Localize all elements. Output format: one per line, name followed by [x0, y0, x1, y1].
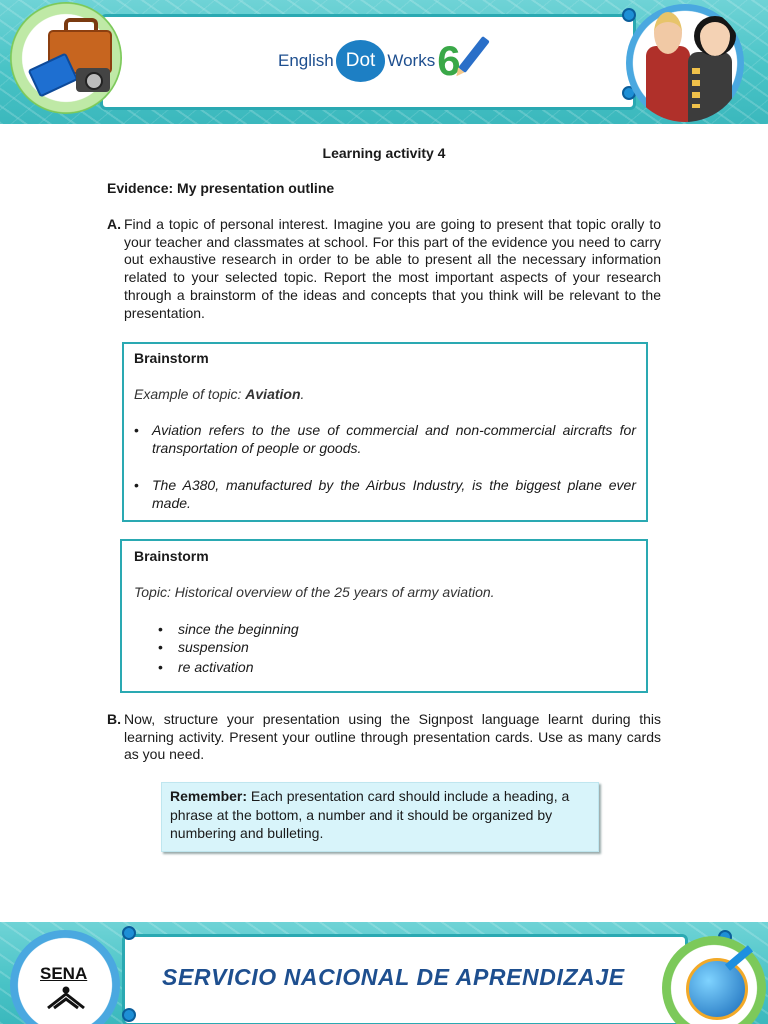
rivet-icon — [122, 926, 136, 940]
bullet-icon: • — [158, 621, 163, 637]
section-b — [107, 711, 661, 764]
example-topic: Aviation — [245, 386, 301, 402]
bullet-icon: • — [158, 659, 163, 675]
sena-logo: SENA — [40, 964, 88, 983]
sena-emblem-icon — [46, 986, 86, 1010]
student-girl-illustration — [688, 16, 732, 122]
students-badge — [626, 4, 744, 122]
student-boy-illustration — [646, 12, 690, 122]
remember-text: Remember: Each presentation card should include a heading, a phrase at the bottom, a number and it should be organized by numbering and bulleting. — [170, 788, 570, 841]
brand-english: English — [278, 51, 334, 70]
list-item: since the beginning — [178, 621, 299, 637]
section-a-text: Find a topic of personal interest. Imagine you are going to present that topic orally to your teacher and classmates at school. For this part of the evidence you need to carry out exhaustive research in order to be able to present all the necessary information related to your selected topic. Report the most important aspects of your research through a brainstorm of the ideas and concepts that you think will be relevant to the presentation. — [124, 216, 661, 321]
remember-label: Remember: — [170, 788, 248, 804]
brainstorm-title: Brainstorm — [134, 350, 209, 366]
page-title: Learning activity 4 — [322, 145, 446, 161]
brand-number: 6 — [437, 37, 461, 84]
example-topic-line: Example of topic: Aviation. — [134, 386, 305, 402]
brainstorm-box-2 — [120, 539, 648, 693]
bullet-icon: • — [134, 477, 139, 493]
evidence-heading: Evidence: My presentation outline — [107, 180, 335, 196]
section-b-text: Now, structure your presentation using the Signpost language learnt during this learning activity. Present your outline through presentation cards. Use as many cards as you need. — [124, 711, 661, 763]
brainstorm-box-1 — [122, 342, 648, 522]
institution-name: SERVICIO NACIONAL DE APRENDIZAJE — [162, 964, 625, 990]
remember-note — [161, 782, 599, 852]
footer-banner — [0, 922, 768, 1024]
header-banner — [0, 0, 768, 124]
brand-works: Works — [387, 51, 436, 70]
list-item: re activation — [178, 659, 254, 675]
bullet-icon: • — [158, 639, 163, 655]
rivet-icon — [122, 1008, 136, 1022]
section-a — [107, 216, 661, 322]
brainstorm-title: Brainstorm — [134, 548, 209, 564]
list-item: suspension — [178, 639, 249, 655]
list-item: The A380, manufactured by the Airbus Industry, is the biggest plane ever made. — [152, 477, 636, 511]
section-a-label: A. — [107, 216, 121, 232]
list-item: Aviation refers to the use of commercial and non-commercial aircrafts for transportation of people or goods. — [152, 422, 636, 456]
section-b-label: B. — [107, 711, 121, 727]
topic-line: Topic: Historical overview of the 25 years of army aviation. — [134, 584, 495, 600]
english-dot-works-logo — [278, 36, 461, 86]
bullet-icon: • — [134, 422, 139, 438]
brand-dot: Dot — [336, 40, 386, 82]
rivet-icon — [622, 8, 636, 22]
briefcase-badge — [10, 2, 122, 114]
globe-icon — [686, 958, 748, 1020]
camera-icon — [76, 68, 110, 92]
